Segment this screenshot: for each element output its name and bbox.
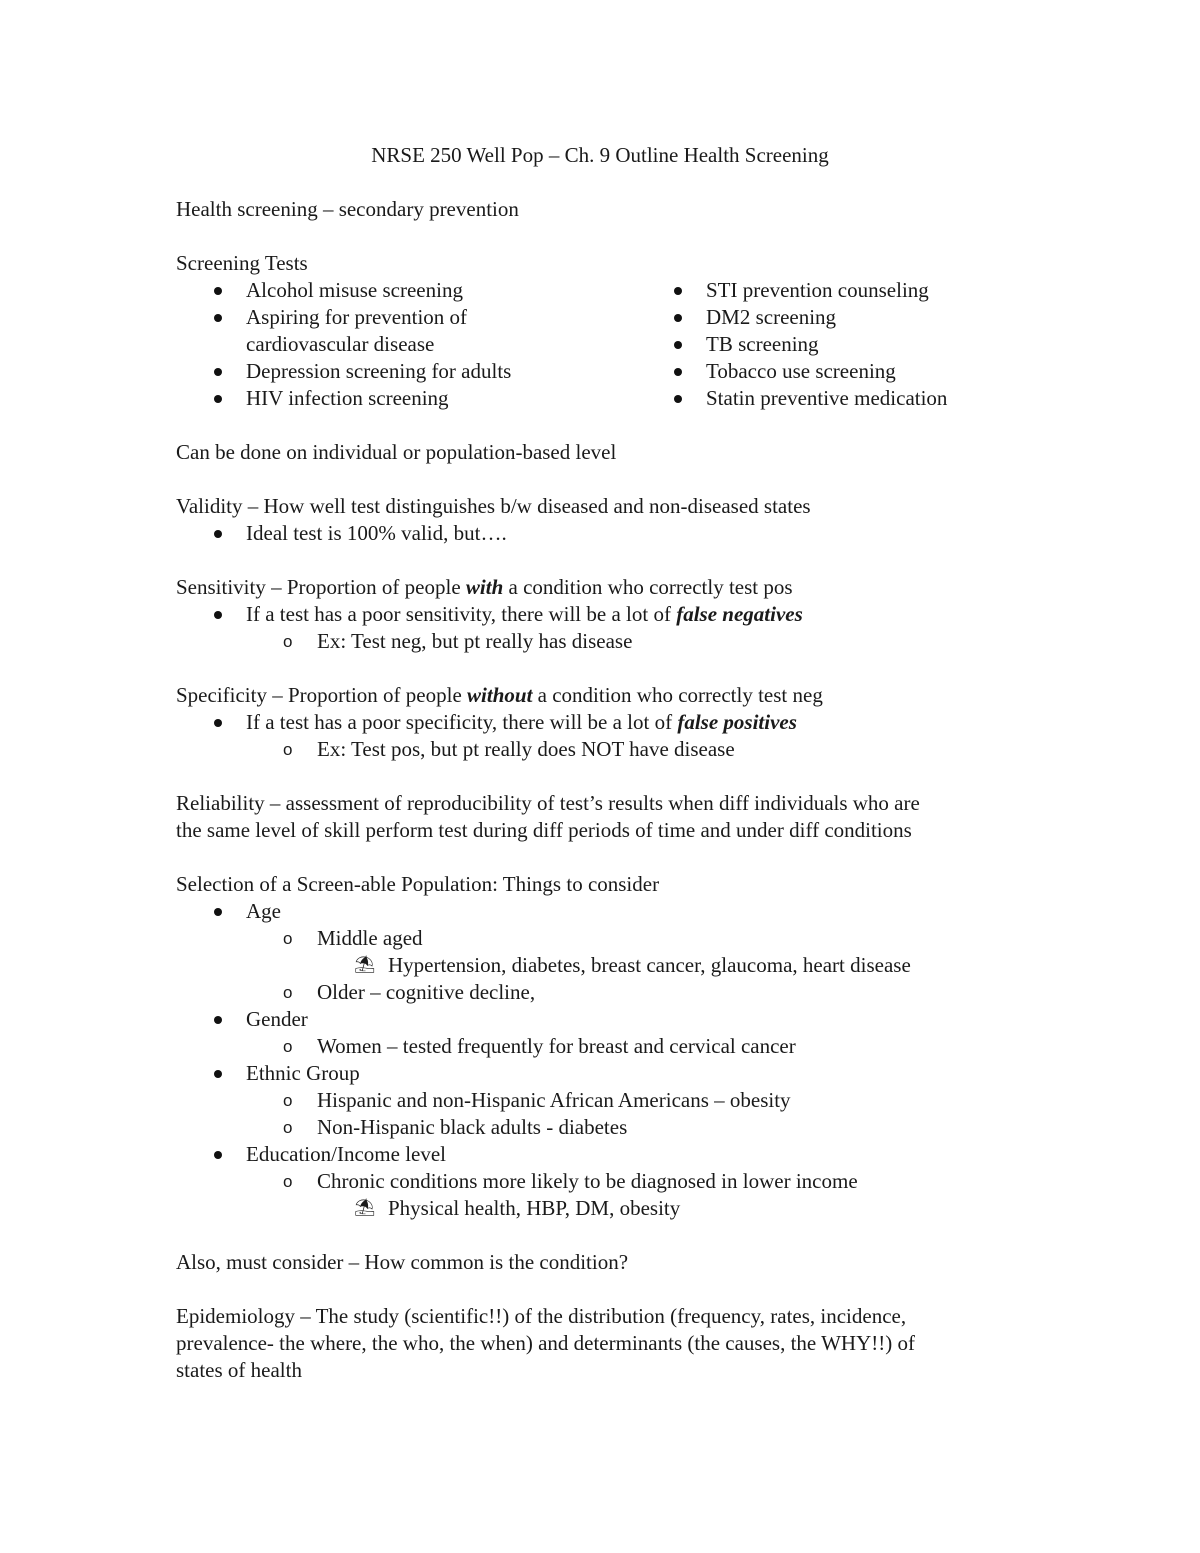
reliability-line-1: Reliability – assessment of reproducibility of test’s results when diff individuals who are (176, 791, 920, 815)
wingding-bullet-icon: ⛱ (354, 955, 376, 975)
list-item: ⛱ Physical health, HBP, DM, obesity (354, 1196, 681, 1220)
bullet-icon (214, 314, 222, 322)
bullet-icon (214, 1151, 222, 1159)
list-item: o Ex: Test pos, but pt really does NOT have disease (283, 737, 735, 761)
list-item: o Ex: Test neg, but pt really has disease (283, 629, 633, 653)
reliability-line-2: the same level of skill perform test during diff periods of time and under diff conditions (176, 818, 912, 842)
circle-bullet-icon: o (283, 1091, 293, 1110)
sensitivity-line: Sensitivity – Proportion of people with a condition who correctly test pos (176, 575, 793, 599)
circle-bullet-icon: o (283, 1037, 293, 1056)
list-item: o Middle aged (283, 926, 423, 950)
bullet-icon (214, 287, 222, 295)
list-item: Aspiring for prevention of cardiovascular disease (176, 304, 546, 358)
list-item: DM2 screening (636, 304, 1036, 331)
epidemiology-line-2: prevalence- the where, the who, the when) and determinants (the causes, the WHY!!) of (176, 1331, 915, 1355)
screening-tests-heading: Screening Tests (176, 251, 308, 275)
bullet-icon (674, 287, 682, 295)
also-line: Also, must consider – How common is the condition? (176, 1250, 629, 1274)
circle-bullet-icon: o (283, 1118, 293, 1137)
bullet-icon (214, 1070, 222, 1078)
bullet-icon (214, 719, 222, 727)
circle-bullet-icon: o (283, 983, 293, 1002)
list-item: TB screening (636, 331, 1036, 358)
bullet-icon (214, 530, 222, 538)
list-item: Ideal test is 100% valid, but…. (176, 520, 1036, 547)
list-item: Ethnic Group (176, 1060, 1036, 1087)
list-item: If a test has a poor sensitivity, there will be a lot of false negatives (176, 601, 1036, 628)
list-item: ⛱ Hypertension, diabetes, breast cancer, glaucoma, heart disease (354, 953, 911, 977)
list-item: o Non-Hispanic black adults - diabetes (283, 1115, 628, 1139)
bullet-icon (674, 314, 682, 322)
levels-line: Can be done on individual or population-based level (176, 440, 617, 464)
list-item: HIV infection screening (176, 385, 636, 412)
list-item: o Older – cognitive decline, (283, 980, 536, 1004)
specificity-line: Specificity – Proportion of people without a condition who correctly test neg (176, 683, 823, 707)
list-item: o Chronic conditions more likely to be diagnosed in lower income (283, 1169, 858, 1193)
health-screening-line: Health screening – secondary prevention (176, 197, 519, 221)
circle-bullet-icon: o (283, 1172, 293, 1191)
epidemiology-line-3: states of health (176, 1358, 302, 1382)
selection-list (176, 898, 1036, 1222)
epidemiology-line-1: Epidemiology – The study (scientific!!) of the distribution (frequency, rates, incidence, (176, 1304, 907, 1328)
bullet-icon (214, 1016, 222, 1024)
list-item: Statin preventive medication (636, 385, 1036, 412)
list-item: Tobacco use screening (636, 358, 1036, 385)
list-item: If a test has a poor specificity, there will be a lot of false positives (176, 709, 1036, 736)
bullet-icon (214, 395, 222, 403)
circle-bullet-icon: o (283, 740, 293, 759)
bullet-icon (674, 368, 682, 376)
screening-tests-left (176, 277, 636, 412)
list-item: Age (176, 898, 1036, 925)
list-item: o Hispanic and non-Hispanic African Americans – obesity (283, 1088, 791, 1112)
list-item: STI prevention counseling (636, 277, 1036, 304)
selection-heading: Selection of a Screen-able Population: Things to consider (176, 872, 660, 896)
wingding-bullet-icon: ⛱ (354, 1198, 376, 1218)
document-page (176, 140, 1036, 1384)
list-item: o Women – tested frequently for breast and cervical cancer (283, 1034, 796, 1058)
list-item: Depression screening for adults (176, 358, 636, 385)
bullet-icon (214, 611, 222, 619)
list-item: Gender (176, 1006, 1036, 1033)
bullet-icon (214, 368, 222, 376)
screening-tests-right (636, 277, 1036, 412)
page-title: NRSE 250 Well Pop – Ch. 9 Outline Health Screening (371, 143, 829, 167)
screening-tests-columns (176, 277, 1036, 412)
circle-bullet-icon: o (283, 632, 293, 651)
bullet-icon (674, 341, 682, 349)
bullet-icon (214, 908, 222, 916)
validity-line: Validity – How well test distinguishes b/w diseased and non-diseased states (176, 494, 811, 518)
bullet-icon (674, 395, 682, 403)
list-item: Education/Income level (176, 1141, 1036, 1168)
list-item: Alcohol misuse screening (176, 277, 636, 304)
circle-bullet-icon: o (283, 929, 293, 948)
